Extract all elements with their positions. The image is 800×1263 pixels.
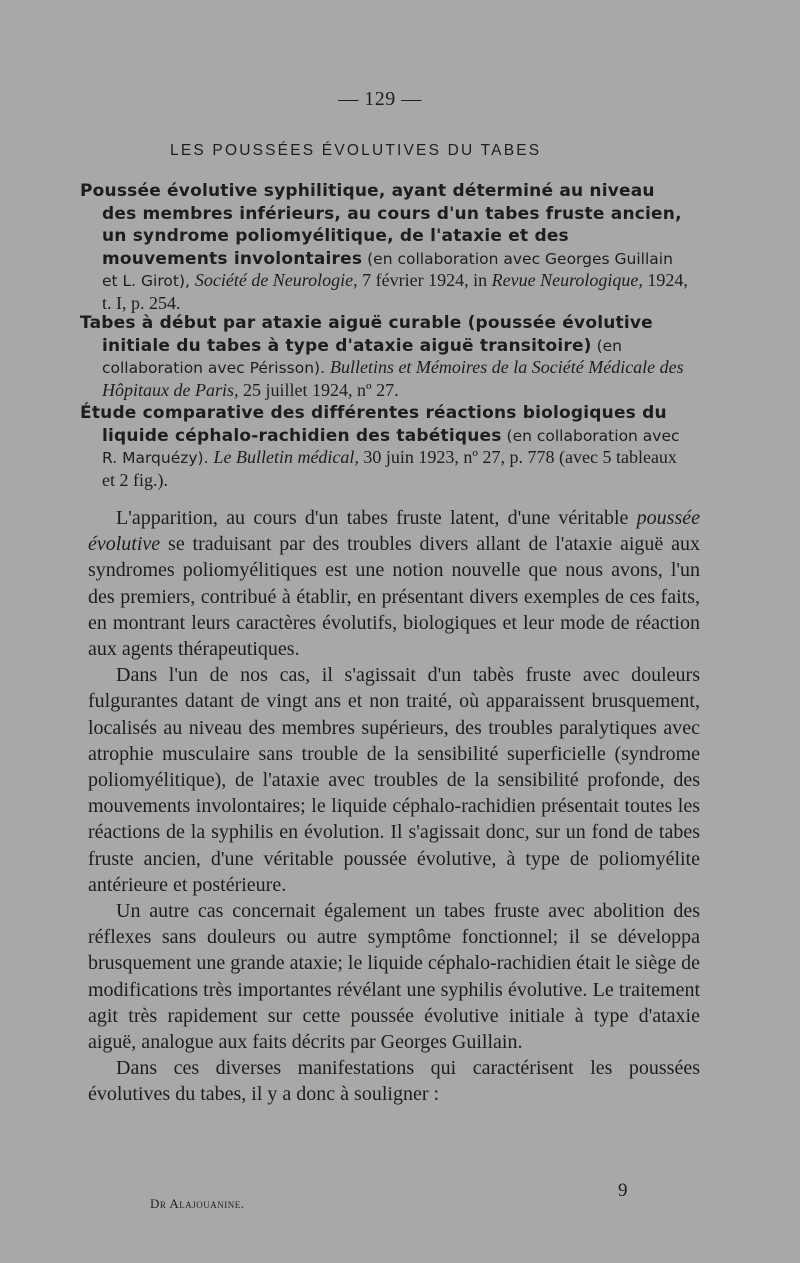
entry-collaboration: (en collaboration avec Georges Guillain et L. Girot), — [102, 249, 673, 290]
entry-title: Poussée évolutive syphilitique, ayant déterminé au niveau des membres inférieurs, au cours d'un tabes fruste ancien, un syndrome poliomyélitique, de l'ataxie et des mouvements involontaires — [80, 181, 682, 269]
entry-journal: Bulletins et Mémoires de la Société Médicale des Hôpitaux de Paris, — [102, 357, 684, 400]
entry-title: Tabes à début par ataxie aiguë curable (poussée évolutive initiale du tabes à type d'ataxie aiguë transitoire) — [80, 313, 653, 356]
paragraph-2 — [88, 662, 700, 898]
entry-collaboration: (en collaboration avec Périsson). — [102, 336, 622, 377]
footer-author: Dr Alajouanine. — [150, 1196, 245, 1211]
entry-details: 30 juin 1923, nº 27, p. 778 (avec 5 tableaux et 2 fig.). — [102, 447, 677, 490]
paragraph-text: Un autre cas concernait également un tabes fruste avec abolition des réflexes sans douleurs ou autre symptôme fonctionnel; il se développa brusquement une grande ataxie; le liquide céphalo-rachidien était le siège de modifications très importantes révélant une syphilis évolutive. Le traitement agit très rapidement sur cette poussée évolutive initiale à type d'ataxie aiguë, analogue aux faits décrits par Georges Guillain. — [88, 900, 700, 1054]
paragraph-text: Dans ces diverses manifestations qui caractérisent les poussées évolutives du tabes, il y a donc à souligner : — [88, 1057, 700, 1106]
page-number: — 129 — — [338, 88, 422, 110]
entry-collaboration: (en collaboration avec R. Marquézy). — [102, 426, 680, 467]
bibliography-entry-3 — [80, 402, 690, 491]
entry-journal-2: Revue Neurologique, — [491, 270, 643, 290]
entry-details: 25 juillet 1924, nº 27. — [238, 379, 399, 400]
entry-details-2: 1924, t. I, p. 254. — [102, 270, 688, 313]
entry-journal: Le Bulletin médical, — [213, 447, 359, 467]
body-text — [88, 505, 700, 1108]
paragraph-1 — [88, 505, 700, 662]
paragraph-emphasis: poussée évolutive — [88, 507, 700, 556]
entry-journal: Société de Neurologie, — [194, 270, 358, 290]
paragraph-4 — [88, 1055, 700, 1107]
paragraph-text: Dans l'un de nos cas, il s'agissait d'un tabès fruste avec douleurs fulgurantes datant de vingt ans et non traité, où apparaissent brusquement, localisés au niveau des membres supérieurs, des troubles paralytiques avec atrophie musculaire sans trouble de la sensibilité superficielle (syndrome poliomyélitique), de l'ataxie avec troubles de la sensibilité profonde, des mouvements involontaires; le liquide céphalo-rachidien présentait toutes les réactions de la syphilis en évolution. Il s'agissait donc, sur un fond de tabes fruste ancien, d'une véritable poussée évolutive, à type de poliomyélite antérieure et postérieure. — [88, 664, 700, 896]
paragraph-text-cont: se traduisant par des troubles divers allant de l'ataxie aiguë aux syndromes poliomyélitiques est une notion nouvelle que nous avons, l'un des premiers, contribué à établir, en présentant divers exemples de ces faits, en montrant leurs caractères évolutifs, biologiques et leur mode de réaction aux agents thérapeutiques. — [88, 533, 700, 661]
paragraph-text: L'apparition, au cours d'un tabes fruste latent, d'une véritable — [116, 507, 637, 529]
bibliography-entry-2 — [80, 312, 690, 401]
paragraph-3 — [88, 898, 700, 1055]
entry-title: Étude comparative des différentes réactions biologiques du liquide céphalo-rachidien des tabétiques — [80, 403, 667, 446]
section-heading: LES POUSSÉES ÉVOLUTIVES DU TABES — [170, 142, 542, 159]
bibliography-entry-1 — [80, 180, 690, 314]
signature-number: 9 — [618, 1180, 628, 1201]
entry-details: 7 février 1924, in — [357, 270, 492, 290]
